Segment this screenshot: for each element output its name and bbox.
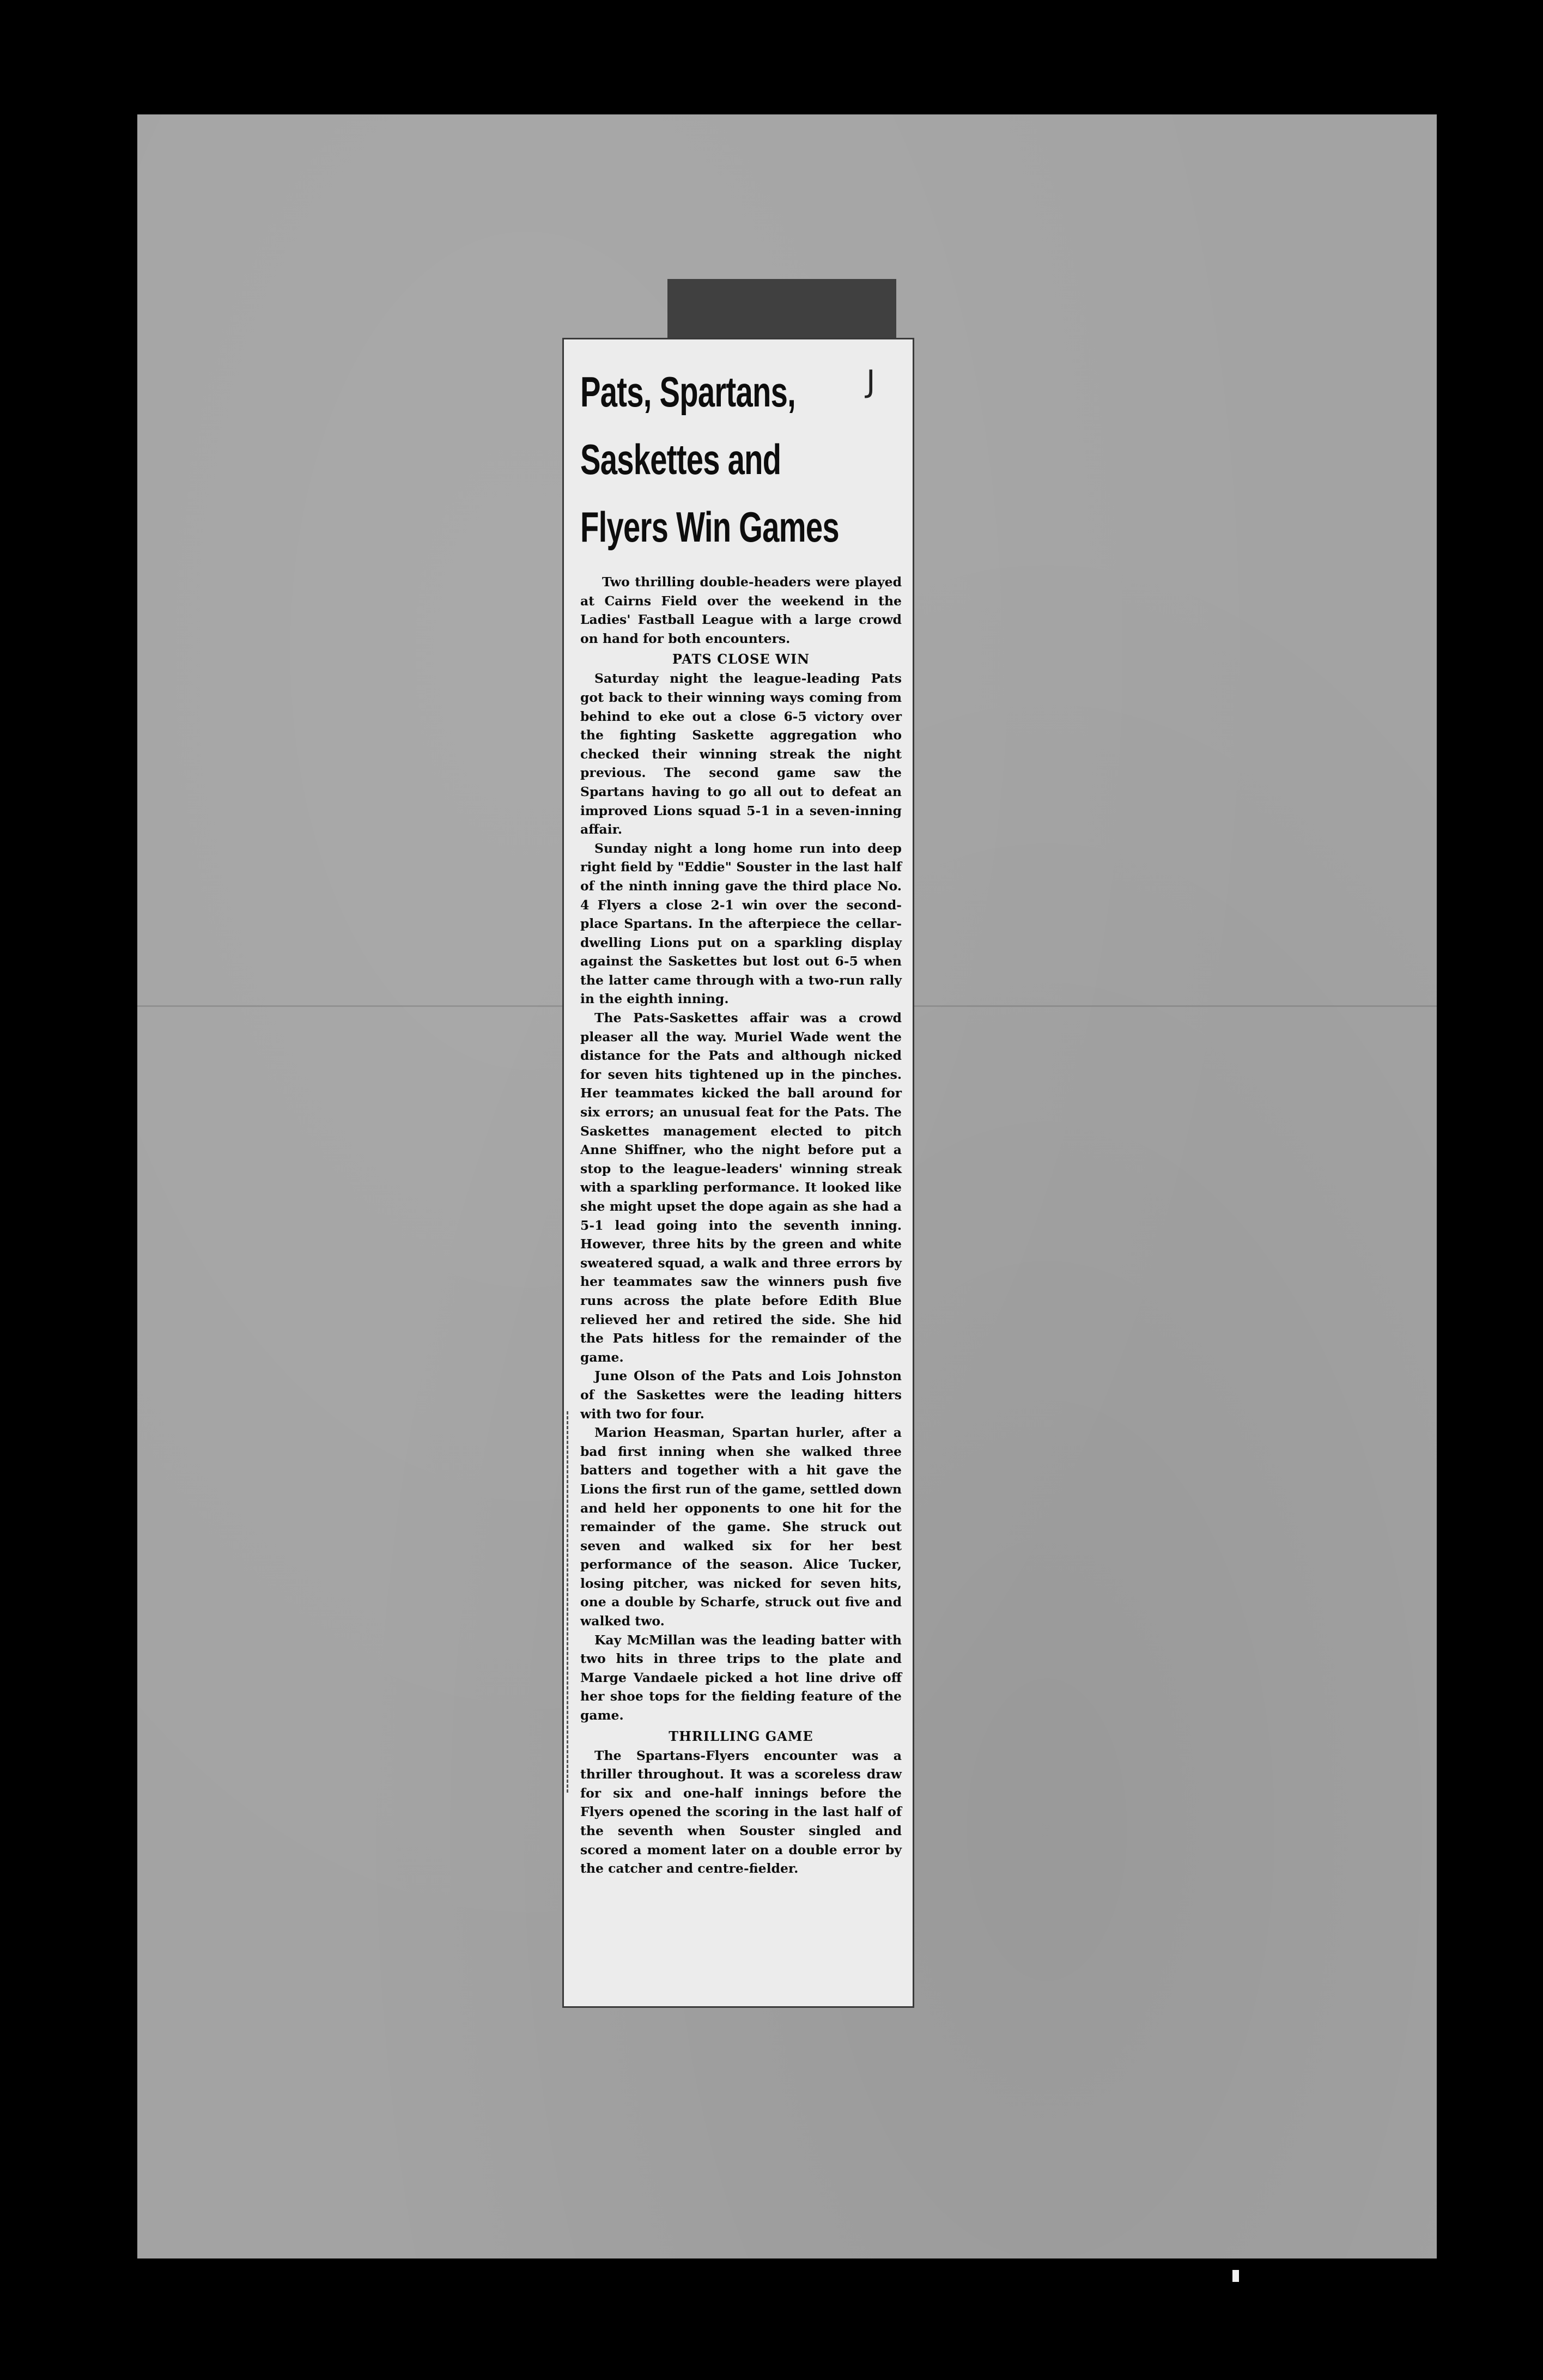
binder-hole — [94, 349, 130, 389]
headline-line: Pats, Spartans, — [580, 368, 795, 416]
article-paragraph: The Pats-Saskettes affair was a crowd pleaser all the way. Muriel Wade went the distance for the Pats and although nicked for seven hits tightened up in the pinches. Her teammates kicked the ball around for six errors; an unusual feat for the Pats. The Saskettes management elected to pitch Anne Shiffner, who the night before put a stop to the league-leaders' winning streak with a sparkling performance. It looked like she might upset the dope again as she had a 5-1 lead going into the seventh inning. However, three hits by the green and white sweatered squad, a walk and three errors by her teammates saw the winners push five runs across the plate before Edith Blue relieved her and retired the side. She hid the Pats hitless for the remainder of the game. — [580, 1010, 902, 1365]
binder-hole — [94, 1722, 130, 1762]
subhead: PATS CLOSE WIN — [672, 651, 810, 667]
newspaper-clipping — [562, 338, 914, 2008]
article-paragraph: Sunday night a long home run into deep right field by "Eddie" Souster in the last half of the ninth inning gave the third place No. 4 Flyers a close 2-1 win over the second-place Spartans. In the afterpiece the cellar-dwelling Lions put on a sparkling display against the Saskettes but lost out 6-5 when the latter came through with a two-run rally in the eighth inning. — [580, 840, 902, 1007]
binder-hole — [94, 752, 130, 792]
article-paragraph: June Olson of the Pats and Lois Johnston of the Saskettes were the leading hitters with two for four. — [580, 1368, 902, 1422]
subhead: THRILLING GAME — [669, 1728, 813, 1744]
headline — [580, 358, 862, 561]
article-paragraph: Marion Heasman, Spartan hurler, after a bad first inning when she walked three batters and together with a hit gave the Lions the first run of the game, settled down and held her opponents to one hit for the remainder of the game. She struck out seven and walked six for her best performance of the season. Alice Tucker, losing pitcher, was nicked for seven hits, one a double by Scharfe, struck out five and walked two. — [580, 1425, 902, 1629]
binder-hole — [94, 1972, 130, 2013]
handwritten-mark: J — [866, 364, 876, 399]
headline-line: Saskettes and — [580, 435, 781, 483]
headline-line: Flyers Win Games — [580, 503, 839, 551]
film-speck — [1232, 2270, 1239, 2282]
article-paragraph: Kay McMillan was the leading batter with two hits in three trips to the plate and Marge Vandaele picked a hot line drive off her shoe tops for the fielding feature of the game. — [580, 1632, 902, 1723]
clipping-edge-mark — [567, 1411, 576, 1793]
binder-hole — [94, 1436, 130, 1476]
article-paragraph: Saturday night the league-leading Pats got back to their winning ways coming from behind to eke out a close 6-5 victory over the fighting Saskette aggregation who checked their winning streak the night previous. The second game saw the Spartans having to go all out to defeat an improved Lions squad 5-1 in a seven-inning affair. — [580, 671, 902, 837]
lead-paragraph: Two thrilling double-headers were played at Cairns Field over the weekend in the Ladies' Fastball League with a large crowd on hand for both encounters. — [580, 574, 902, 646]
article-paragraph: The Spartans-Flyers encounter was a thriller throughout. It was a scoreless draw for six and one-half innings before the Flyers opened the scoring in the last half of the seventh when Souster singled and scored a moment later on a double error by the catcher and centre-fielder. — [580, 1747, 902, 1877]
